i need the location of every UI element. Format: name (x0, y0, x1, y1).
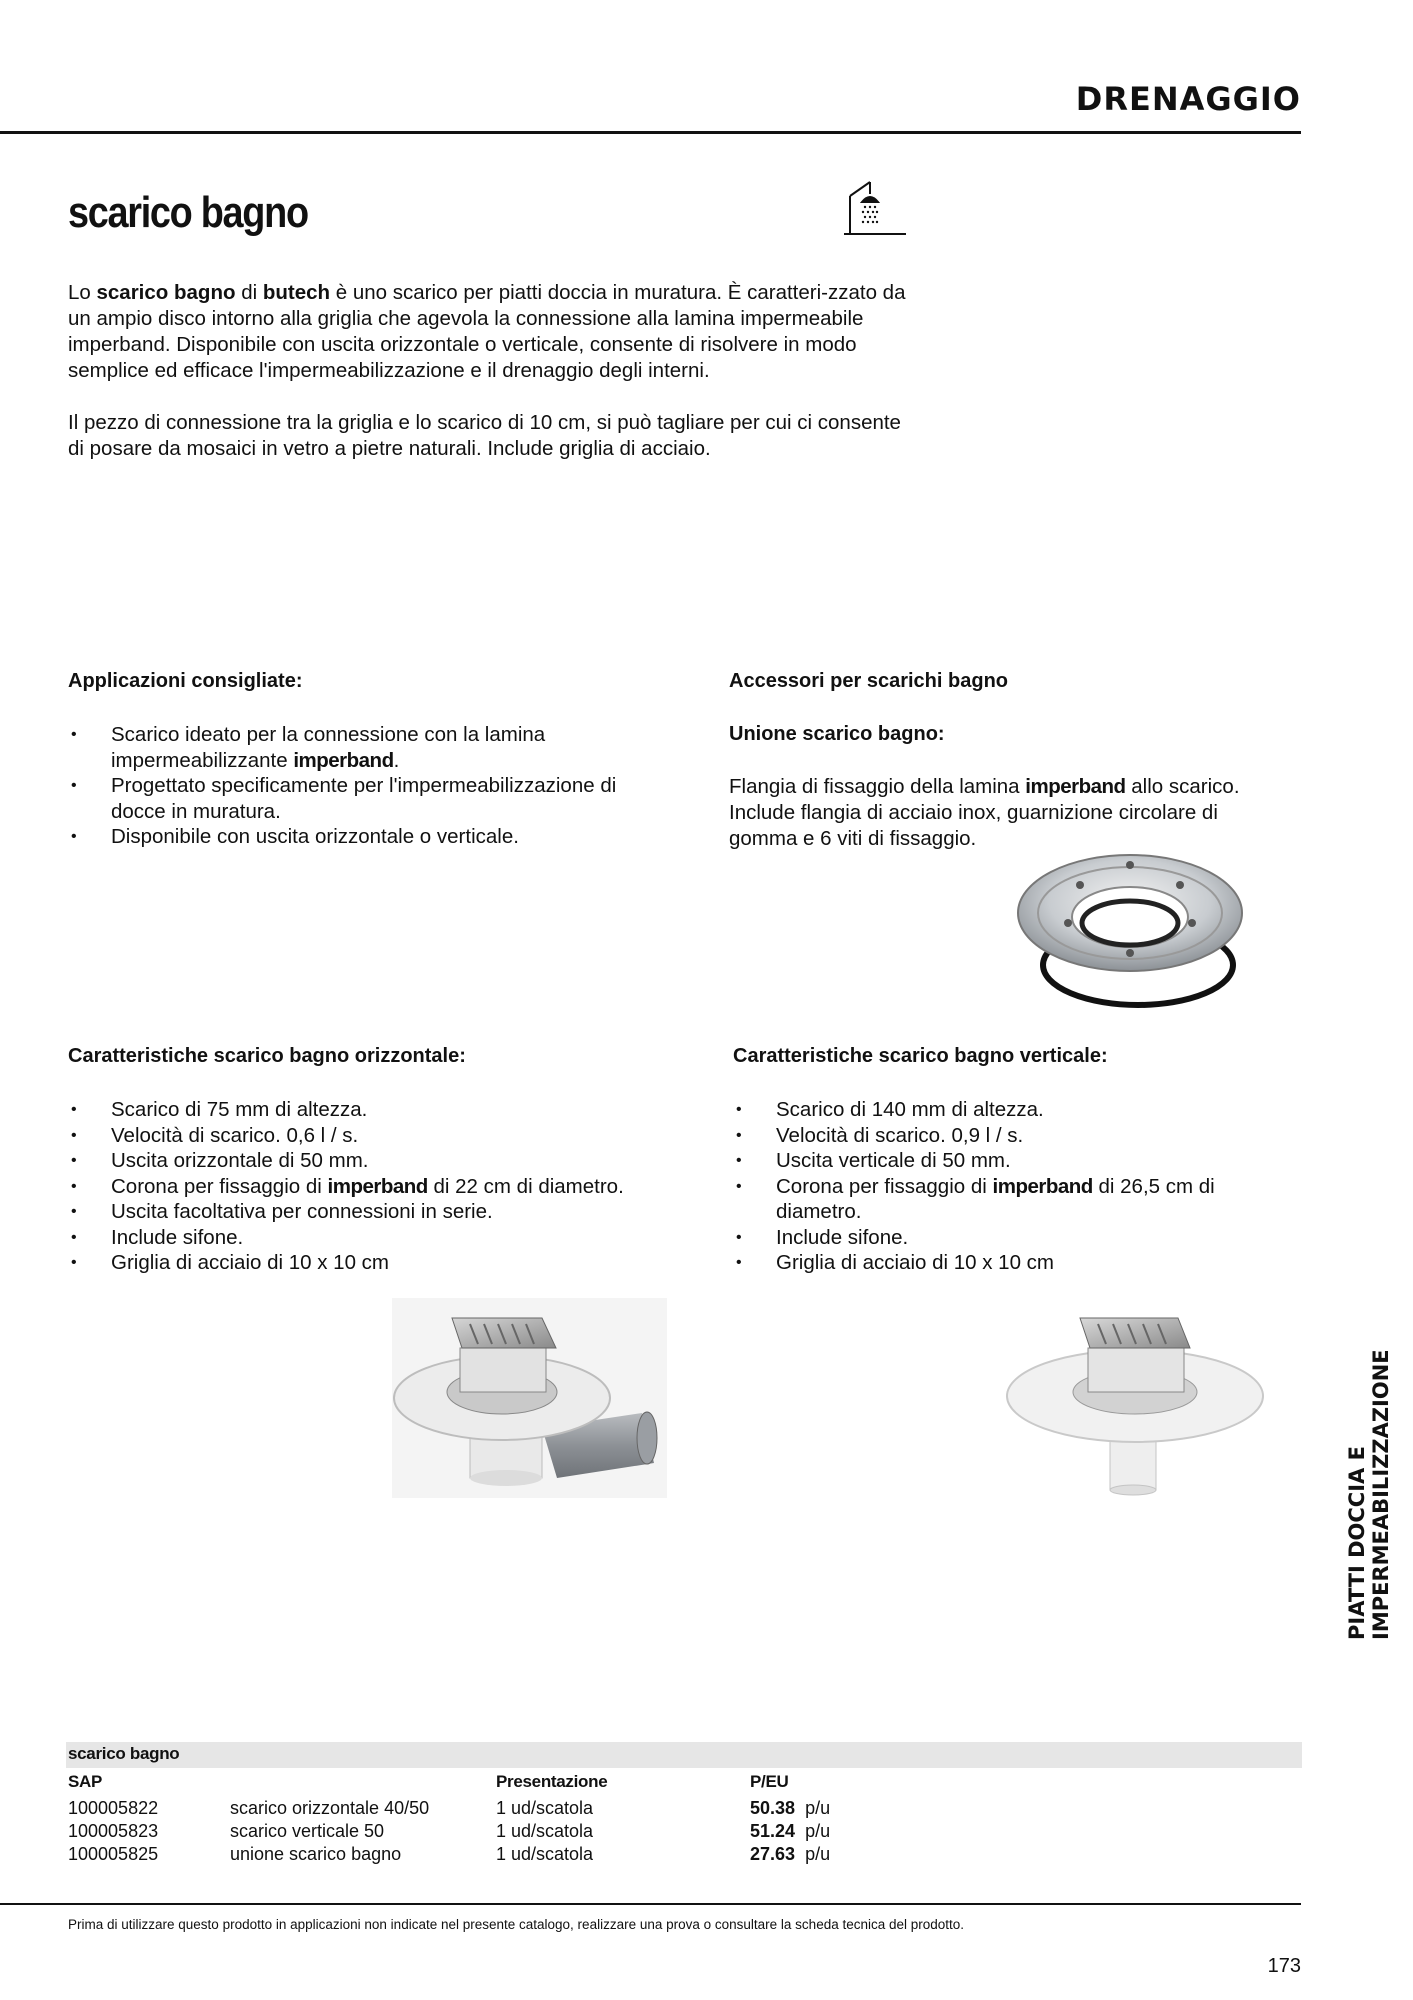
intro-paragraph-1: Lo scarico bagno di butech è uno scarico per piatti doccia in muratura. È caratteri-zzato da un ampio disco intorno alla griglia che agevola la connessione alla lamina impermeabile imperband. Disponibile con uscita orizzontale o verticale, consente di risolvere in modo semplice ed efficace l'impermeabilizzazione e il drenaggio degli interni. (68, 281, 906, 382)
section-title: DRENAGGIO (1075, 80, 1301, 118)
list-item: • Griglia di acciaio di 10 x 10 cm (733, 1250, 1293, 1276)
vertical-features-list (733, 1097, 1293, 1276)
table-row (66, 1794, 1302, 1817)
cell-sap: 100005823 (68, 1821, 159, 1841)
column-header-price: P/EU (750, 1772, 789, 1791)
cell-description: unione scarico bagno (230, 1844, 402, 1864)
list-item: • Scarico ideato per la connessione con la lamina impermeabilizzante imperband. (68, 722, 628, 773)
cell-description: scarico orizzontale 40/50 (230, 1798, 430, 1818)
cell-price: 51.24 p/u (750, 1821, 831, 1841)
page-number: 173 (1267, 1955, 1301, 1977)
cell-presentation: 1 ud/scatola (496, 1821, 594, 1841)
cell-presentation: 1 ud/scatola (496, 1844, 594, 1864)
column-header-sap: SAP (68, 1772, 103, 1791)
list-item: • Corona per fissaggio di imperband di 26,5 cm di diametro. (733, 1174, 1293, 1225)
applications-title: Applicazioni consigliate: (68, 670, 303, 692)
list-item: • Velocità di scarico. 0,9 l / s. (733, 1123, 1293, 1149)
flange-image (1010, 845, 1250, 1025)
list-item: • Uscita verticale di 50 mm. (733, 1148, 1293, 1174)
table-title: scarico bagno (66, 1742, 1302, 1768)
table-row (66, 1817, 1302, 1840)
accessories-description: Flangia di fissaggio della lamina imperband allo scarico. Include flangia di acciaio inox, guarnizione circolare di gomma e 6 viti di fissaggio. (729, 775, 1240, 850)
shower-icon (842, 178, 908, 236)
horizontal-features-title: Caratteristiche scarico bagno orizzontale: (68, 1045, 466, 1067)
list-item: • Progettato specificamente per l'impermeabilizzazione di docce in muratura. (68, 773, 628, 824)
list-item: • Uscita facoltativa per connessioni in serie. (68, 1199, 688, 1225)
cell-sap: 100005822 (68, 1798, 159, 1818)
list-item: • Velocità di scarico. 0,6 l / s. (68, 1123, 688, 1149)
table-row (66, 1840, 1302, 1863)
list-item: • Include sifone. (733, 1225, 1293, 1251)
cell-price: 27.63 p/u (750, 1844, 831, 1864)
applications-list (68, 722, 628, 850)
list-item: • Griglia di acciaio di 10 x 10 cm (68, 1250, 688, 1276)
horizontal-drain-image (392, 1298, 667, 1498)
disclaimer: Prima di utilizzare questo prodotto in applicazioni non indicate nel presente catalogo, realizzare una prova o consultare la scheda tecnica del prodotto. (68, 1917, 965, 1932)
header-rule (0, 131, 1301, 134)
list-item: • Scarico di 75 mm di altezza. (68, 1097, 688, 1123)
accessories-subtitle: Unione scarico bagno: (729, 723, 945, 745)
cell-price: 50.38 p/u (750, 1798, 831, 1818)
list-item: • Include sifone. (68, 1225, 688, 1251)
intro-paragraph-2: Il pezzo di connessione tra la griglia e lo scarico di 10 cm, si può tagliare per cui ci consente di posare da mosaici in vetro a pietre naturali. Include griglia di acciaio. (68, 411, 901, 460)
cell-description: scarico verticale 50 (230, 1821, 385, 1841)
horizontal-features-list (68, 1097, 688, 1276)
list-item: • Scarico di 140 mm di altezza. (733, 1097, 1293, 1123)
vertical-features-title: Caratteristiche scarico bagno verticale: (733, 1045, 1108, 1067)
list-item: • Corona per fissaggio di imperband di 22 cm di diametro. (68, 1174, 688, 1200)
intro-text (68, 280, 918, 462)
price-table (66, 1742, 1302, 1863)
footer-rule (0, 1903, 1301, 1905)
table-header-row (66, 1768, 1302, 1794)
cell-sap: 100005825 (68, 1844, 159, 1864)
accessories-title: Accessori per scarichi bagno (729, 670, 1009, 692)
vertical-drain-image (1000, 1300, 1270, 1500)
list-item: • Uscita orizzontale di 50 mm. (68, 1148, 688, 1174)
cell-presentation: 1 ud/scatola (496, 1798, 594, 1818)
column-header-presentazione: Presentazione (496, 1772, 608, 1791)
list-item: • Disponibile con uscita orizzontale o verticale. (68, 824, 628, 850)
product-title: scarico bagno (68, 188, 308, 237)
side-tab-category: PIATTI DOCCIA E IMPERMEABILIZZAZIONE (1345, 1349, 1393, 1640)
